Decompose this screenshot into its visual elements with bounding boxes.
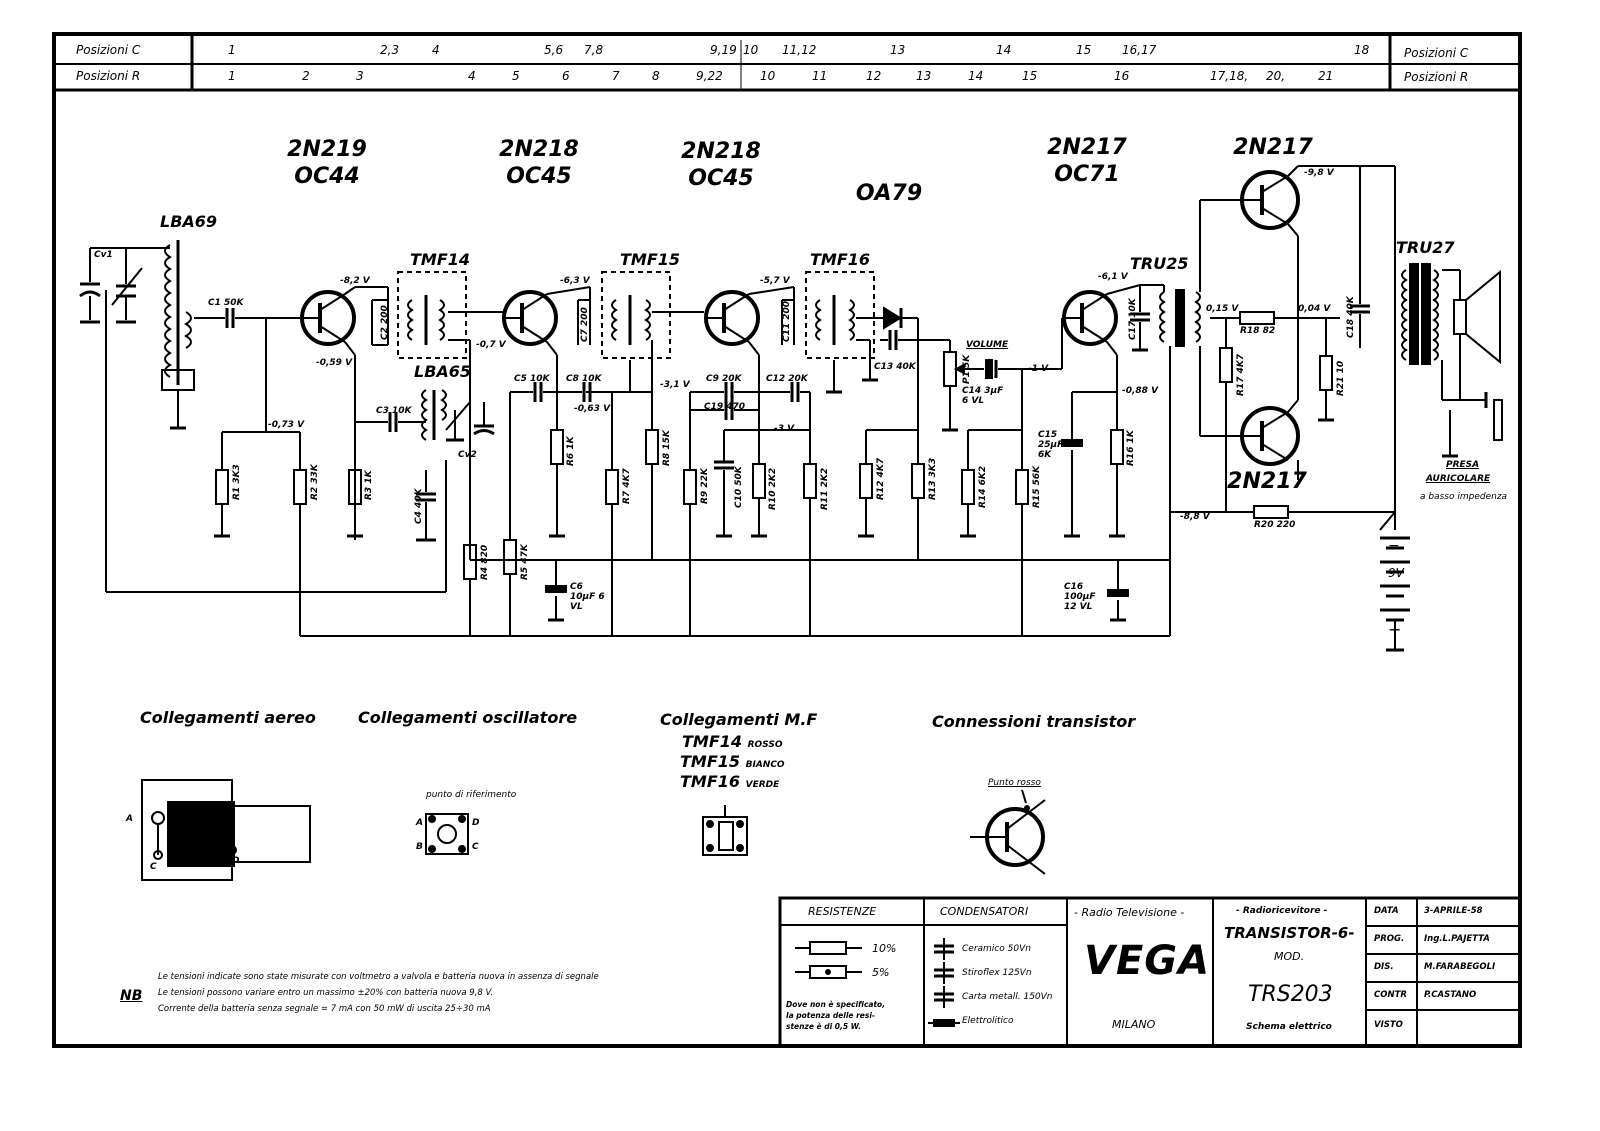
tb-value: P.CASTANO (1424, 990, 1477, 1000)
mf-coil: TMF15 BIANCO (680, 752, 785, 771)
note-line: Le tensioni indicate sono state misurate con voltmetro a valvola e batteria nuova in assenza di segnale (158, 972, 599, 982)
voltage-label: -0,88 V (1122, 386, 1159, 396)
pin-label: C (472, 842, 479, 852)
product-top: - Radioricevitore - (1236, 906, 1328, 916)
r-pos: 2 (302, 69, 310, 83)
c-pos: 10 (743, 43, 759, 57)
tb-key: DIS. (1374, 962, 1394, 972)
component-label: R2 33K (310, 464, 320, 500)
component-label: C2 200 (380, 305, 390, 340)
component-label: C6 10μF 6 VL (570, 582, 605, 612)
r-pos: 15 (1022, 69, 1038, 83)
schema-label: Schema elettrico (1246, 1022, 1332, 1032)
r-pos: 6 (562, 69, 570, 83)
section-title: Connessioni transistor (932, 712, 1136, 731)
row-r-label: Posizioni R (76, 69, 141, 83)
component-label: R1 3K3 (232, 464, 242, 500)
tb-key: CONTR (1374, 990, 1407, 1000)
component-label: R15 56K (1032, 465, 1042, 508)
component-label: R9 22K (700, 468, 710, 504)
note-line: Corrente della batteria senza segnale = 7 mA con 50 mW di uscita 25÷30 mA (158, 1004, 491, 1014)
component-label: C11 200 (782, 300, 792, 342)
voltage-label: -1 V (1028, 364, 1049, 374)
component-label: C12 20K (766, 374, 808, 384)
component-label: R12 4K7 (876, 457, 886, 500)
component-label: R10 2K2 (768, 467, 778, 510)
component-label: R21 10 (1336, 360, 1346, 396)
component-label: C15 25μF 6K (1038, 430, 1064, 460)
tb-key: DATA (1374, 906, 1399, 916)
c-pos: 15 (1076, 43, 1092, 57)
transistor-type: 2N217 (1227, 469, 1307, 494)
section-title: Collegamenti aereo (140, 708, 316, 727)
company-city: MILANO (1112, 1018, 1156, 1031)
voltage-label: -0,73 V (268, 420, 305, 430)
component-label: C8 10K (566, 374, 602, 384)
earphone-label: a basso impedenza (1420, 492, 1508, 502)
component-label: R14 6K2 (978, 465, 988, 508)
component-label: R6 1K (566, 436, 576, 466)
cond-type: Elettrolitico (962, 1016, 1014, 1026)
resistenze-header: RESISTENZE (808, 905, 877, 918)
tb-key: PROG. (1374, 934, 1405, 944)
component-label: C18 40K (1346, 296, 1356, 338)
c-pos: 5,6 (544, 43, 564, 57)
tb-value: 3-APRILE-58 (1424, 906, 1483, 916)
coil-label: LBA69 (160, 212, 218, 231)
r-pos: 7 (612, 69, 620, 83)
res-note: Dove non è specificato, (786, 1000, 886, 1009)
c-pos: 1 (228, 43, 236, 57)
c-pos: 9,19 (710, 43, 737, 57)
component-label: R4 820 (480, 544, 490, 580)
component-label: R18 82 (1240, 326, 1276, 336)
voltage-label: -3 V (774, 424, 795, 434)
coil-label: TMF14 (410, 250, 471, 269)
component-label: C13 40K (874, 362, 916, 372)
component-label: C3 10K (376, 406, 412, 416)
section-title: Collegamenti oscillatore (358, 708, 578, 727)
voltage-label: -5,7 V (760, 276, 790, 286)
voltage-label: -8,2 V (340, 276, 370, 286)
res-note: stenze è di 0,5 W. (786, 1022, 862, 1031)
voltage-label: -0,59 V (316, 358, 353, 368)
tb-value: M.FARABEGOLI (1424, 962, 1496, 972)
transistor-type: 2N217 (1233, 135, 1313, 160)
transistor-type: 2N217 OC71 (1047, 135, 1127, 187)
r-pos: 8 (652, 69, 660, 83)
r-pos: 4 (468, 69, 476, 83)
battery-plus: + (1388, 620, 1402, 639)
component-label: C16 100μF 12 VL (1064, 582, 1096, 612)
nb-label: NB (120, 988, 143, 1004)
component-label: C1 50K (208, 298, 244, 308)
component-label: C19 470 (704, 402, 746, 412)
r-pos: 13 (916, 69, 932, 83)
earphone-label: PRESA (1446, 460, 1480, 470)
reference-label: punto di riferimento (426, 790, 517, 800)
r-pos: 11 (812, 69, 828, 83)
component-label: C10 50K (734, 466, 744, 508)
coil-label: TRU27 (1396, 238, 1455, 257)
pin-label: A (416, 818, 423, 828)
voltage-label: -3,1 V (660, 380, 690, 390)
note-line: Le tensioni possono variare entro un massimo ±20% con batteria nuova 9,8 V. (158, 988, 494, 998)
voltage-label: -8,8 V (1180, 512, 1210, 522)
c-pos: 4 (432, 43, 440, 57)
component-label: R8 15K (662, 430, 672, 466)
r-pos: 14 (968, 69, 984, 83)
mf-coil: TMF16 VERDE (680, 772, 780, 791)
mf-coil: TMF14 ROSSO (682, 732, 783, 751)
battery-minus: − (1388, 538, 1400, 554)
row-r-right-label: Posizioni R (1404, 70, 1469, 84)
voltage-label: -6,3 V (560, 276, 590, 286)
tb-key: VISTO (1374, 1020, 1403, 1030)
condensatori-header: CONDENSATORI (940, 905, 1029, 918)
pin-label: D (472, 818, 480, 828)
c-pos: 2,3 (380, 43, 400, 57)
component-label: R11 2K2 (820, 467, 830, 510)
voltage-label: 0,15 V (1206, 304, 1239, 314)
transistor-type: 2N218 OC45 (499, 137, 579, 189)
component-label: C4 40K (414, 488, 424, 524)
component-label: C17 10K (1128, 298, 1138, 340)
row-c-label: Posizioni C (76, 43, 141, 57)
model-number: TRS203 (1248, 982, 1333, 1007)
r-pos: 10 (760, 69, 776, 83)
res-note: la potenza delle resi- (786, 1011, 876, 1020)
voltage-label: -6,1 V (1098, 272, 1128, 282)
c-pos: 16,17 (1122, 43, 1157, 57)
brand-logo: VEGA (1084, 938, 1211, 984)
component-label: Cv2 (458, 450, 477, 460)
tb-value: Ing.L.PAJETTA (1424, 934, 1490, 944)
c-pos: 7,8 (584, 43, 604, 57)
component-label: C5 10K (514, 374, 550, 384)
component-label: Cv1 (94, 250, 113, 260)
pin-label: D (232, 856, 240, 866)
component-label: R5 47K (520, 544, 530, 580)
coil-label: TRU25 (1130, 254, 1189, 273)
section-title: Collegamenti M.F (660, 710, 818, 729)
r-pos: 5 (512, 69, 520, 83)
voltage-label: -9,8 V (1304, 168, 1334, 178)
r-pos: 20, (1266, 69, 1286, 83)
c-pos: 18 (1354, 43, 1370, 57)
c-pos: 14 (996, 43, 1012, 57)
row-c-right-label: Posizioni C (1404, 46, 1469, 60)
model-label: MOD. (1274, 950, 1305, 963)
coil-label: TMF16 (810, 250, 871, 269)
component-label: VOLUME (966, 340, 1009, 350)
tolerance-10: 10% (872, 942, 897, 955)
component-label: C9 20K (706, 374, 742, 384)
r-pos: 16 (1114, 69, 1130, 83)
tolerance-5: 5% (872, 966, 890, 979)
component-label: P1 5K (962, 354, 972, 384)
component-label: R20 220 (1254, 520, 1296, 530)
battery-voltage: 9V (1388, 566, 1404, 580)
pin-label: B (416, 842, 423, 852)
coil-label: TMF15 (620, 250, 681, 269)
voltage-label: -0,63 V (574, 404, 611, 414)
r-pos: 9,22 (696, 69, 723, 83)
coil-label: LBA65 (414, 362, 472, 381)
company-top: - Radio Televisione - (1074, 906, 1185, 919)
component-label: R3 1K (364, 470, 374, 500)
component-label: R17 4K7 (1236, 353, 1246, 396)
transistor-type: 2N218 OC45 (681, 139, 761, 191)
r-pos: 3 (356, 69, 364, 83)
punto-rosso-label: Punto rosso (988, 778, 1041, 788)
component-label: R16 1K (1126, 430, 1136, 466)
c-pos: 13 (890, 43, 906, 57)
pin-label: C (150, 862, 157, 872)
c-pos: 11,12 (782, 43, 817, 57)
r-pos: 17,18, (1210, 69, 1249, 83)
r-pos: 1 (228, 69, 236, 83)
diode-type: OA79 (855, 181, 923, 206)
component-label: C14 3μF 6 VL (962, 386, 1004, 406)
earphone-label: AURICOLARE (1426, 474, 1491, 484)
component-label: R7 4K7 (622, 468, 632, 504)
cond-type: Ceramico 50Vn (962, 944, 1031, 954)
pin-label: A (126, 814, 133, 824)
voltage-label: -0,7 V (476, 340, 506, 350)
r-pos: 12 (866, 69, 882, 83)
r-pos: 21 (1318, 69, 1334, 83)
cond-type: Carta metall. 150Vn (962, 992, 1053, 1002)
component-label: C7 200 (580, 307, 590, 342)
product-name: TRANSISTOR-6- (1224, 924, 1355, 942)
transistor-type: 2N219 OC44 (287, 137, 367, 189)
component-label: R13 3K3 (928, 457, 938, 500)
voltage-label: 0,04 V (1298, 304, 1331, 314)
cond-type: Stiroflex 125Vn (962, 968, 1032, 978)
